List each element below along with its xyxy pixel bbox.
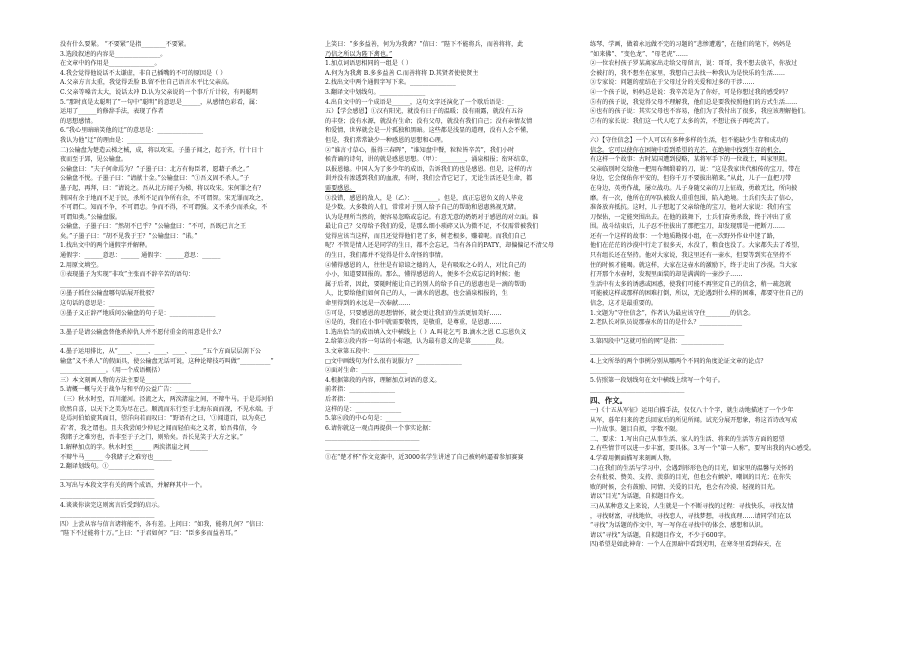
text-line: 输盘“义不杀人”的假面具，使公输盘无话可说，这种论辩技巧叫做“__________” [60,357,274,365]
text-line: ②面对生命：_______________ [325,367,408,375]
text-line: 一)《十五从军征》运用白描手法，仅仅八十个字，就生动地描述了一个少年 [590,406,794,414]
text-line: 一片故事。题目自拟，字数不限。 [590,426,682,434]
text-line: _______________________________ [60,280,155,288]
text-line: _______________________________ [60,511,155,519]
text-line: _______________________________ [60,319,155,327]
text-line: 二、要求：1.写出自己从事生活、家人的生活、将来的生活等方面的愿望 [590,435,785,443]
text-line: 信念。它可以使你在困境中看到希望的光芒，在绝境中找到生存的机会。 [590,146,785,154]
text-line: 3.第四段中“这就可怕的网”是指：______________ [590,338,724,346]
text-line: 4.上文所举的两个事例分别从哪两个不同的角度论证文章的论点？ [590,357,767,365]
text-line: _______________________________ [590,348,685,355]
text-line: ③专家说：问题的症结在于父母过分的关爱和过多的干涉…… [590,79,755,87]
text-line: 但是，我们常常缺少一种感恩的思想和心理。 [325,136,447,144]
text-line: 需要感恩。 [325,184,356,192]
text-line: 命里得到的永远是一次奉献…… [325,300,411,308]
text-line: 六）【守住信念】一个人可以有多种多样的生活，但不能缺少生存和成功的 [590,136,789,144]
text-line: 生活中有太多的诱惑或困惑，使我们可能不再坚定自己的信念，稍一疏忽就 [590,280,792,288]
text-line: 可能被这样或那样的困难打倒，所以，无论遇到什么样的困难，都要守住自己的 [590,290,804,298]
text-line: 靡。有一次，他所在的军队被敌人重重包围，陷入绝境。士兵们失去了信心， [590,194,798,202]
text-line: 这句话的意思是：_______________ [60,300,155,308]
text-line: 2.给第③段内容一句话的小标题，认为最有意义的是第________段。 [325,338,508,346]
text-line: _______________________________ [325,434,420,442]
column-2 [325,40,587,640]
text-line: 公输盘，子墨子曰：“然胡不已乎？”公输盘曰：“不可，吾既已言之王 [60,223,247,231]
text-line: 三)从某种意义上来说，人生就是一个不断寻找的过程：寻找快乐，寻找友情 [590,502,794,510]
text-line: ②一位农村孩子罗某离家出走给父母留言，说：哥哥，我不想去放羊，你放过 [590,60,798,68]
text-line: 欣然自喜，以天下之美为尽在己。顺流而东行至于北海东面而视，不见水端。于 [60,405,274,413]
text-line: 6.“我心里暗暗笑他的迂”的意思是：_______________ [60,127,204,135]
text-line: 训并没有渗透到我们的血液，有时，我们会背它记了，无论生活还是生命，都 [325,175,533,183]
text-line: 人，比要给他们如何自己的人，一滴水的恩惠，也会涌泉相报的，生 [325,290,508,298]
text-line: 住的时候才能喝。就这样，大家在这壶水的激励下，终于走出了沙漠。当大家 [590,261,798,269]
text-line: 的丰登；没有水源，就没有生命；没有父母，就没有我们自己；没有亲情友情 [325,117,533,125]
column-3 [590,40,852,640]
text-line: 我认为他“迂”的理由是：_______________ [60,136,173,144]
text-line: 运用了______的修辞手法，表现了作者 [60,108,164,116]
text-line: ①在“楚才杯”作文竞赛中，近3000名学生讲述了自己被妈妈逼着参加赛赛 [325,453,524,461]
text-line: _______________________________ [590,367,685,375]
text-line: “陛下不过能将十万。”上曰：“于君如何？”曰：“臣多多而益善耳。” [60,530,238,538]
text-line: 5.第⑥段的中心句是：_______________ [325,415,432,423]
text-line: 夜而至于郢，见公输盘。 [60,156,128,164]
text-line: ①表现墨子为实现“非攻”主张而不辞辛苦的语句： [60,271,195,279]
text-line: 属于后者，因此，要随时能让自己的别人的给予自己的恩惠也是一滴的帮助 [325,280,527,288]
text-line: ⑥是的，我们在小事中就需要敬畏，是敬重，是尊重，是恩惠…… [325,319,502,327]
text-line: 会被打的，我不想坐在家里，我想自己去找一种我认为是快乐的生活…… [590,69,785,77]
column-1 [60,40,322,640]
text-line: 围。战斗结束后，儿子忍不住拔出了那把宝刀，却发现那是一把断刀…… [590,223,785,231]
text-line: “如来佛”、“变色龙”、“母老虎”…… [590,50,688,58]
text-line: ⑤有的孩子说，我觉得父母不理解我，他们总是要我按照他们的方式生活…… [590,98,798,106]
text-line: 在身边，英勇作战，屡立战功。儿子身随父亲的刀上征战，勇敢无比，所向披 [590,184,798,192]
text-line: 打开那个水壶时，发现里面装的却是满满的一壶沙子…… [590,271,743,279]
text-line: 5.仿照第一段划线句在文中横线上续写一个句子。 [590,376,724,384]
text-line: ②墨子抓住公输盘哪句话展开批驳？ [60,290,158,298]
text-line: 5.“那时真是太聪明了”一句中“聪明”的意思是______，从感情色彩看，属： [60,98,262,106]
text-line: A.父亲方言太重，我觉得丢脸 B.留不住自己语言水平比父亲高。 [60,79,234,87]
text-line: ，寻找财富，寻找地位，寻找恋人，寻找梦想，寻找真理……请同学们在以 [590,512,792,520]
text-line: 会有批驳、赞美、支持、羡慕的目光，但也会有嫉妒、嘲讽的目光；在你失 [590,474,792,482]
text-line: 二)在我们的生活与学习中，会遇到形形色色的目光，如家里的温馨与关怀的 [590,464,794,472]
text-line: 只有组长还在坚持。他对大家说，我这里还有一壶水，但要等到实在坚持不 [590,252,792,260]
text-line: 从军，暮年归来的老兵回家后的所见所闻。试充分展开想象，将这首诗改写成 [590,416,798,424]
text-line: 4.谈谈你读完这则寓言后受到的启示。 [60,501,164,509]
text-line: 4.根据第段的内容，理解加点词语的意义。 [325,376,441,384]
text-line: 1.解释加点的字。秋水时至______ 两涘渚崖之间______ [60,443,208,451]
text-line: 刀保佑，一定能突围出去。在他的鼓舞下，士兵们奋勇杀敌，终于冲出了重 [590,213,792,221]
text-line: 1.加点词语思相同的一组是（ ） [325,60,412,68]
text-line: 可谓知类。”公输盘服。 [60,213,122,221]
text-line: 3.写出与本段文字有关的两个成语，并解释其中一个。 [60,482,206,490]
text-line: 身边，它会保佑你平安的，但你千万不要拔出鞘来。”从此，儿子一直把刀带 [590,175,792,183]
text-line: 我睹子之难穷也，吾非至于子之门，则殆矣。吾长见笑于大方之家。” [60,434,243,442]
text-line: 公输盘不悦。子墨子曰：“请献十金。”公输盘曰：“①吾义固不杀人。”子 [60,175,250,183]
text-line: “寻找”为话题的作文中，写一写你在寻找中的体会、感想和认识。 [590,522,767,530]
text-line: _______________________________ [60,472,155,480]
text-line: 1.选出恰当的成语填入文中横线上（ ）A.叫花乞丐 B.滴水之恩 C.忘恩负义 [325,328,527,336]
text-line: 觉得应该当这样，而且还觉得他们老了多，树老根多，赚着呢。而我们自己 [325,232,527,240]
text-line: 四）上尝从容与信言诸将能不，各有差。上问曰：“如我，能将几何？”信曰： [60,520,268,528]
text-line: _______________________________ [325,443,420,451]
text-line: 2.老队长对队员说那壶水的目的是什么？______________ [590,319,743,327]
text-line: 三）本文刻画人物的方法主要是_______________ [60,376,192,384]
text-line: _______________________________ [590,127,685,135]
text-line: 呢？不管是情人还是同学的生日，都不会忘记，当有各自的PATY，却偏偏记不清父母 [325,242,554,250]
text-line: 信念，这才是最重要的。 [590,300,658,308]
text-line: _______________________________ [590,386,685,394]
text-line: 2.有些情节可以进一步丰富，要具体。3.写一个“第一人称”，要写出我的内心感受。 [590,445,816,453]
text-line: 在文章中的作用是_______________。 [60,60,161,68]
text-line: 2.找出文中两个通假字写下来。_______________ [325,79,456,87]
text-line: ④懂得感恩的人，往往是有谅谅之德的人，是有吸取之心的人，对比自己的 [325,261,527,269]
text-line: C.父亲等嗓音太大，说话太冲 D.认为父亲说的一个事斤斤计较，有吗聪明 [60,88,258,96]
text-line: 上笑曰：“多多益善，何为为我禽？”信曰：“陛下不能将兵，而善将将，此 [325,41,524,48]
text-line: 4.墨子运用排比，从“____、____、____、____、____”五个方面层层剖下公 [60,348,261,355]
text-line: 墨子起，再拜，曰：“请说之。吾从北方闻子为梯，将以攻宋。宋何罪之有？ [60,184,265,192]
text-line: 最让自己？父母给予我们的爱，是那么细小琐碎又认为微不足，不仅需常被我们 [325,223,539,231]
text-line: 这样的是：_______________ [325,405,402,413]
text-line: ⑤可是，只要感恩的思想情怀，就会更让我们的生活更加美好…… [325,309,502,317]
text-line: 小小，知道要回报的。那么，懂得感恩的人，便多不会成忘记的时候；他 [325,271,520,279]
text-line: _______________________________ [60,338,155,346]
text-line: 后者指：_______________ [325,395,396,403]
text-line: 请以“目光”为话题，自拟题目作文。 [590,493,688,501]
text-line: 他们在茫茫的沙漠中行走了很多天，水没了，粮食也没了。大家都失去了希望， [590,242,804,250]
text-line: ④一个孩子说，妈妈总是说：我辛苦是为了你好，可是你想过我的感受吗？ [590,88,792,96]
text-line: 2.翻译划线句。①_______________ [60,463,155,471]
text-line: ②“谁言寸草心，报得三春晖”，“谁知盘中餐，粒粒皆辛苦”，我们小时 [325,146,515,154]
text-line: 3.墨子是请公输盘替他杀掉仇人并不愿付重金的用意是什么？ [60,328,225,336]
text-line: _______________。（用一个成语概括） [60,367,164,375]
text-line: 乃信之所以为陛下禽也。” [325,50,393,58]
text-line: 请以“寻找”为话题，自拟题目作文，不少于600字。 [590,531,730,539]
text-line: 的思想感情。 [60,117,97,125]
text-line: ③墨子义正辞严地质问公输盘的句子是：_______________ [60,309,216,317]
text-line: 有这样一个故事：古时某国遭到侵略，某将军手下的一位战士，叫家里阻。 [590,156,792,164]
text-line: 二)公输盘为楚造云梯之械，成，将以攻宋。子墨子闻之，起于齐，行十日十 [60,146,264,154]
text-line: 不辩牛马______ 今我睹子之难穷也______ [60,453,172,461]
text-line: 练琴、学画，做着永远做不完的习题的“悲惨遭遇”，在他们的笔下，妈妈是 [590,41,792,48]
text-line: 准备放弃抵抗。这时，儿子想起了父亲给他的宝刀，他对大家说：我们有宝 [590,204,792,212]
text-line: 是少数。大多数的人们，常常对于别人给予自己的帮助和恩惠熟视无睹。 [325,204,520,212]
text-line: 四)希望是如此神奇：一个人在黑暗中看到光明，在寒冬里看到春天，在 [590,541,782,549]
text-line: 没有什么要紧。 “不要紧”是指________不要紧。 [60,41,191,48]
text-line: A.何为为我禽 B.多多益善 C.而善将将 D.其贤者使使贤主 [325,69,479,77]
text-line: 和爱情，世界就会是一片孤独和黑暗。这些都是浅显的道理，没有人会不懂， [325,127,533,135]
text-line: 4.我会觉得他说话不太谦虚，非自己插嘴的不可的原因是（ ） [60,69,227,77]
text-line: 矣。”子墨子曰：“胡不见我于王？”公输盘曰：“诺。” [60,232,198,240]
text-line: 1.文题为“守住信念”，作者认为最应该守住________的信念。 [590,309,755,317]
text-line: _______________________________ [590,328,685,336]
text-line: ⑦有的家长说：我们这一代人吃了太多的苦，不想让孩子再吃苦了。 [590,117,773,125]
text-line: 4.出自文中的一个成语是______，这句文字还演化了一个歇后语是：__ [325,98,514,106]
text-line: 五）【学会感恩】①汉有阳光，就没有日子的温暖；没有雨露，就没有五谷 [325,108,524,116]
text-line: 前者指：_______________ [325,386,396,394]
text-line: 的生日，我们都并不觉得是什么奇怪的事情。 [325,252,447,260]
text-line: 4.学着用侧面描写来刻画人物。 [590,454,676,462]
text-line: 公输盘曰：“夫子何命焉为？”子墨子曰：北方有侮臣者，愿藉子杀之。” [60,165,250,173]
text-line: 3.文章第五段中：_______________ [325,348,420,355]
text-line: 还有一个这样的故事：一个地质勘探小组，在一次野外作业中迷了路， [590,232,779,240]
text-line: 1.找出文中的两个通假字并解释。 [60,242,152,250]
text-line: ③没错，感恩的敌人，是（乙）：________。但是，真正忘恩负义的人毕竟 [325,194,524,202]
text-line: □文中画线句为什么很有说服力？_______________ [325,357,462,365]
text-line: 候背诵的诗句，讲的就是感恩思想。（甲）：________，涌泉相报；衔环结草， [325,156,533,164]
text-line: 父亲临别时交给他一把用布绸缎着的刀，说：“这是我家世代相传的宝刀，带在 [590,165,801,173]
text-line: 通假字：______意思：______ 通假字：______意思：______ [60,252,221,260]
text-line: 败的时候，会有鼓励、同情、关爱的目光，也会有冷漠、轻视的目光。 [590,483,779,491]
text-line: 若’者，我之谓也。且夫我尝闻少仲尼之闻而轻伯夷之义者，始吾弗信，今 [60,424,257,432]
text-line: 是焉河伯始旋其面目，望洋向若而叹曰：“野语有之曰，‘①闻道百，以为莫己 [60,415,267,423]
text-line: 3.选段叙述的内容是_______________。 [60,50,167,58]
text-line: 6.请你就这一观点再提供一个事实论据： [325,424,435,432]
text-line: 3.翻译文中划线句。_______________ [325,88,426,96]
text-line: 2.用原文填空。 [60,261,103,269]
text-line: 认为是理所当然的，便容易忽略或忘记。有意无意的奶奶对于感恩的对立面。谁 [325,213,539,221]
text-line: 5.请概一概与关于战争与和平的公益广告：_______________ [60,386,222,394]
text-line: ⑥也有的孩子说：其实父母也不容易，他们为了我付出了很多，我应该理解他们。 [590,108,810,116]
text-line: 荆国有余于地而不足于民，杀所不足而争所有余，不可谓智。宋无罪而攻之， [60,194,268,202]
section-heading: 四、作文。 [590,395,627,405]
text-line: 不可谓仁。知而不争，不可谓忠。争而不得，不可谓强。义不杀少而杀众，不 [60,204,268,212]
text-line: _______________________________ [60,491,155,499]
text-line: 以报恩德。中国人为了多少年的成语，告诉我们的也是感恩。但是，这样的古 [325,165,533,173]
text-line: （三）秋水时至，百川灌河。泾流之大，两涘渚崖之间，不辩牛马。于是焉河伯 [60,395,274,403]
